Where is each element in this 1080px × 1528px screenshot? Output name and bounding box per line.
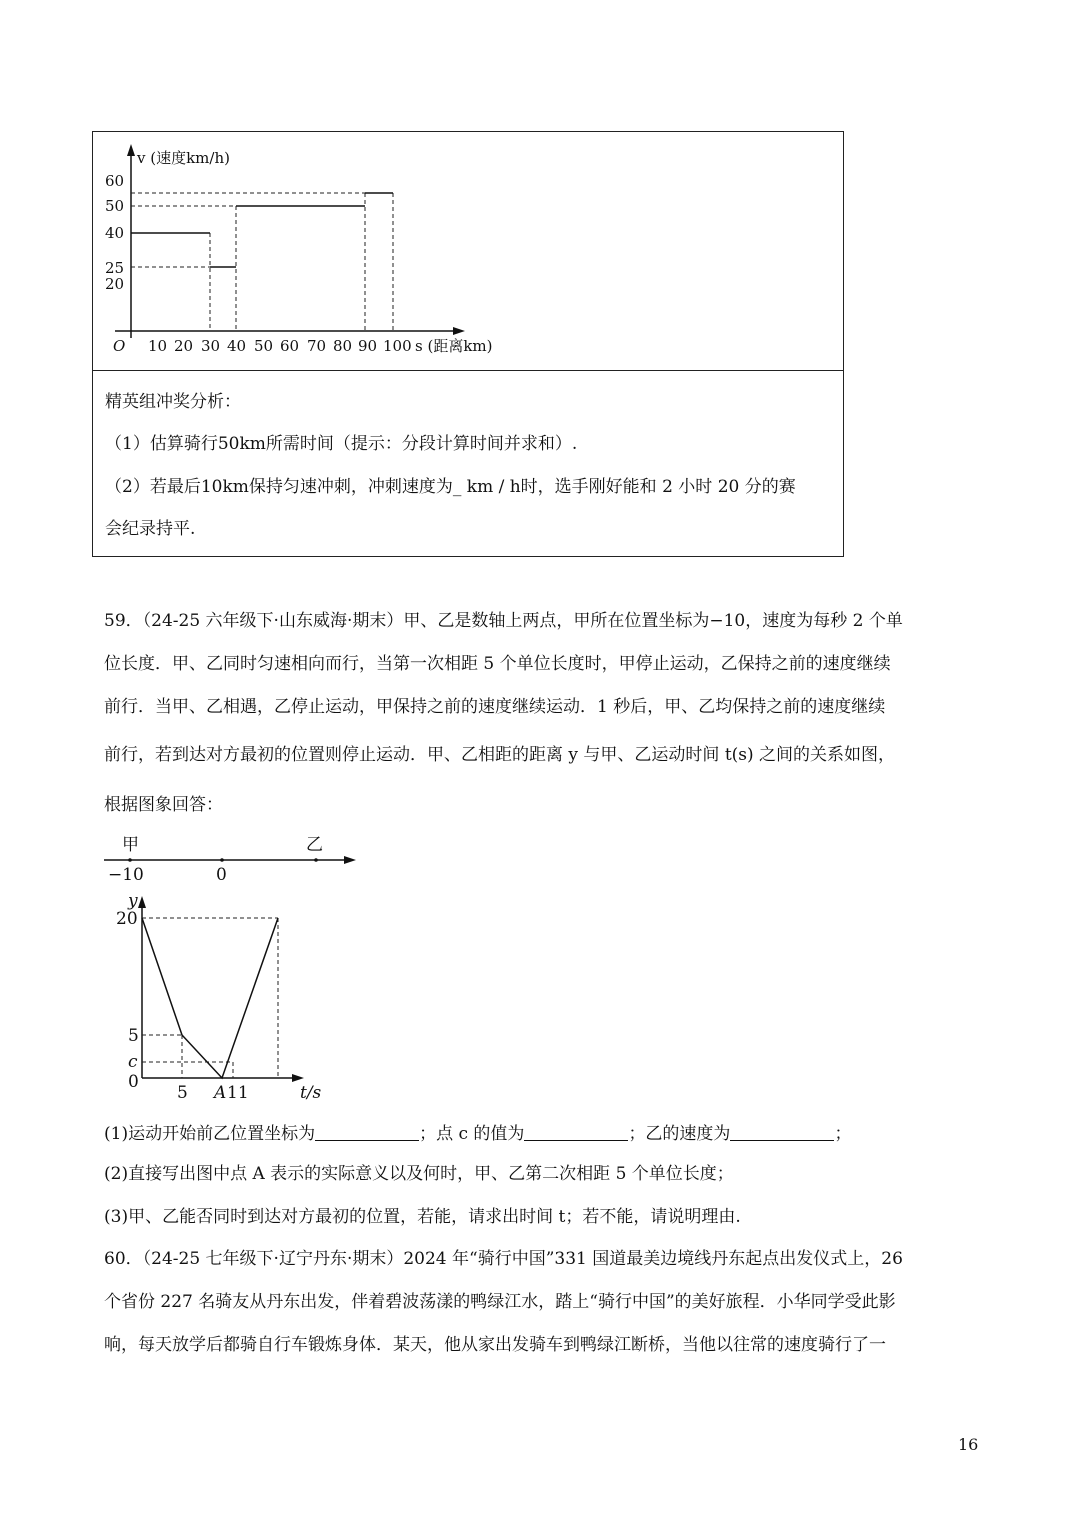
- point-yi: [314, 858, 318, 862]
- speed-xtick: 70: [307, 337, 327, 355]
- number-line-arrow: [344, 856, 356, 864]
- label-zero: 0: [216, 865, 227, 885]
- elite-heading: 精英组冲奖分析：: [105, 392, 241, 412]
- answer-blank-yi-position[interactable]: [315, 1124, 419, 1141]
- sub1-part-a: (1)运动开始前乙位置坐标为: [104, 1124, 316, 1144]
- speed-segments: [131, 193, 393, 267]
- graph-y20: 20: [116, 909, 138, 929]
- speed-xlabel: s (距离km): [415, 337, 493, 355]
- graph-yc: c: [128, 1052, 138, 1072]
- graph-x5: 5: [177, 1083, 188, 1103]
- label-jia: 甲: [122, 835, 139, 855]
- number-line: [100, 826, 370, 886]
- answer-blank-yi-speed[interactable]: [730, 1124, 834, 1141]
- p59-sub2: (2)直接写出图中点 A 表示的实际意义以及何时，甲、乙第二次相距 5 个单位长度；: [104, 1164, 734, 1184]
- graph-xA: A: [214, 1083, 227, 1103]
- graph-x-arrow: [292, 1074, 304, 1082]
- graph-y0: 0: [128, 1072, 139, 1092]
- graph-y-arrow: [138, 896, 146, 908]
- speed-xtick: 100: [383, 337, 412, 355]
- speed-ytick-40: 40: [105, 224, 125, 242]
- speed-xtick: 60: [280, 337, 300, 355]
- distance-time-graph: [100, 888, 360, 1106]
- graph-y5: 5: [128, 1026, 139, 1046]
- graph-x11: 11: [227, 1083, 249, 1103]
- speed-ylabel: v (速度km/h): [137, 149, 230, 167]
- p60-line3: 响，每天放学后都骑自行车锻炼身体．某天，他从家出发骑车到鸭绿江断桥，当他以往常的速度骑行了一: [104, 1335, 886, 1355]
- answer-blank-c-value[interactable]: [524, 1124, 628, 1141]
- label-minus10: −10: [108, 865, 144, 885]
- speed-origin: O: [113, 337, 126, 355]
- speed-y-arrow: [127, 144, 135, 156]
- graph-xlabel: t/s: [300, 1083, 322, 1103]
- p59-line2: 位长度．甲、乙同时匀速相向而行，当第一次相距 5 个单位长度时，甲停止运动，乙保持之前的速度继续: [104, 654, 891, 674]
- distance-curve: [142, 918, 278, 1078]
- p59-sub3: (3)甲、乙能否同时到达对方最初的位置，若能，请求出时间 t；若不能，请说明理由.: [104, 1207, 741, 1227]
- speed-xtick: 20: [174, 337, 194, 355]
- elite-q1: （1）估算骑行50km所需时间（提示：分段计算时间并求和）.: [105, 434, 578, 454]
- sub1-part-c: ；乙的速度为: [628, 1124, 731, 1144]
- speed-xtick: 80: [333, 337, 353, 355]
- label-yi: 乙: [306, 835, 323, 855]
- speed-chart: [93, 132, 843, 368]
- sub1-part-d: ；: [834, 1124, 852, 1144]
- elite-q2a: （2）若最后10km保持匀速冲刺，冲刺速度为_ km / h时，选手刚好能和 2 小时 20 分的赛: [105, 477, 796, 497]
- speed-xtick: 50: [254, 337, 274, 355]
- p59-line3: 前行．当甲、乙相遇，乙停止运动，甲保持之前的速度继续运动．1 秒后，甲、乙均保持之前的速度继续: [104, 697, 886, 717]
- speed-xtick: 40: [227, 337, 247, 355]
- speed-xtick: 90: [358, 337, 378, 355]
- speed-xticks: [148, 337, 412, 355]
- box-divider: [93, 370, 843, 371]
- speed-xtick: 30: [201, 337, 221, 355]
- p59-sub1: [104, 1124, 851, 1143]
- p60-line2: 个省份 227 名骑友从丹东出发，伴着碧波荡漾的鸭绿江水，踏上“骑行中国”的美好旅程．小华同学受此影: [104, 1292, 896, 1312]
- speed-ytick-60: 60: [105, 172, 125, 190]
- elite-q2b: 会纪录持平.: [105, 519, 196, 539]
- p60-line1: 60．（24-25 七年级下·辽宁丹东·期末）2024 年“骑行中国”331 国道最美边境线丹东起点出发仪式上，26: [104, 1249, 903, 1269]
- graph-ylabel: y: [128, 891, 138, 911]
- p59-line1: 59．（24-25 六年级下·山东威海·期末）甲、乙是数轴上两点，甲所在位置坐标为−10，速度为每秒 2 个单: [104, 611, 903, 631]
- page-number: 16: [958, 1435, 979, 1454]
- speed-ytick-20: 20: [105, 275, 125, 293]
- speed-x-arrow: [453, 327, 465, 335]
- sub1-part-b: ；点 c 的值为: [419, 1124, 525, 1144]
- graph-guides: [142, 918, 278, 1078]
- point-zero: [220, 858, 224, 862]
- speed-guides: [131, 193, 393, 331]
- speed-ytick-25: 25: [105, 259, 125, 277]
- speed-xtick: 10: [148, 337, 168, 355]
- point-jia: [128, 858, 132, 862]
- p59-line4: 前行，若到达对方最初的位置则停止运动．甲、乙相距的距离 y 与甲、乙运动时间 t(s) 之间的关系如图，: [104, 745, 896, 765]
- p59-line5: 根据图象回答：: [104, 795, 223, 815]
- speed-chart-box: [92, 131, 844, 557]
- speed-ytick-50: 50: [105, 197, 125, 215]
